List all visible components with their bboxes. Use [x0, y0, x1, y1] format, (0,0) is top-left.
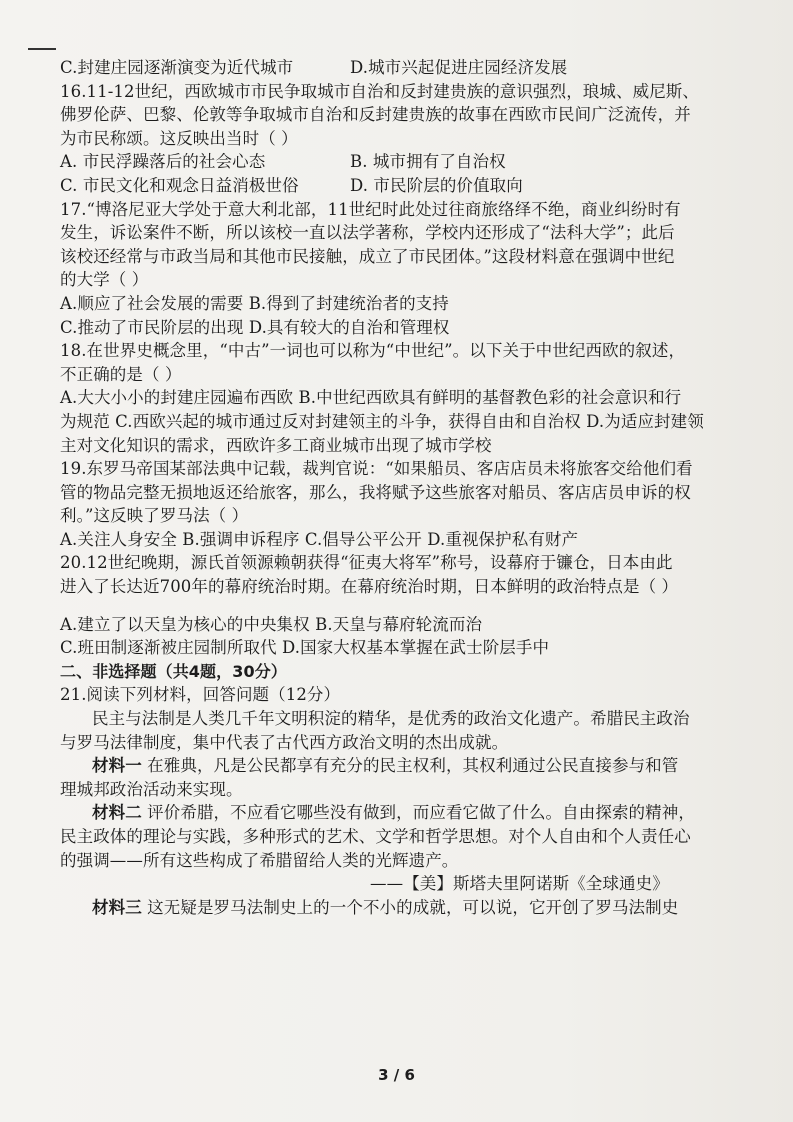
spacer: [60, 599, 753, 613]
q19-stem-line: 19.东罗马帝国某部法典中记载，裁判官说：“如果船员、客店店员未将旅客交给他们看: [60, 459, 693, 479]
q19-stem-line: 管的物品完整无损地返还给旅客，那么，我将赋予这些旅客对船员、客店店员申诉的权: [60, 482, 691, 502]
question-20: [60, 551, 753, 659]
q20-options-line: C.班田制逐渐被庄园制所取代 D.国家大权基本掌握在武士阶层手中: [60, 638, 550, 658]
q17-stem-line: 17.“博洛尼亚大学处于意大利北部，11世纪时此处过往商旅络绎不绝，商业纠纷时有: [60, 199, 681, 219]
material-2-text: 评价希腊，不应看它哪些没有做到，而应看它做了什么。自由探索的精神，: [141, 803, 695, 823]
q16-options-cd: [60, 174, 753, 198]
material-2-line: 的强调——所有这些构成了希腊留给人类的光辉遗产。: [60, 850, 459, 870]
q18-options-line: A.大大小小的封建庄园遍布西欧 B.中世纪西欧具有鲜明的基督教色彩的社会意识和行: [60, 388, 682, 408]
q16-option-d: D. 市民阶层的价值取向: [350, 175, 523, 195]
question-17: [60, 198, 753, 340]
q16-options-ab: [60, 150, 753, 174]
q16-stem-line: 佛罗伦萨、巴黎、伦敦等争取城市自治和反封建贵族的故事在西欧市民间广泛流传，并: [60, 105, 691, 125]
q16-option-b: B. 城市拥有了自治权: [350, 152, 506, 172]
q15-option-c: C.封建庄园逐渐演变为近代城市: [60, 58, 294, 77]
q16-option-a: A. 市民浮躁落后的社会心态: [60, 152, 266, 172]
q20-options-line: A.建立了以天皇为核心的中央集权 B.天皇与幕府轮流而治: [60, 614, 483, 634]
material-2-line: [60, 801, 753, 825]
q15-options: [60, 56, 753, 80]
material-3-label: 材料三: [92, 897, 142, 917]
material-1-label: 材料一: [92, 756, 142, 776]
question-16: [60, 80, 753, 198]
q15-option-d: D.城市兴起促进庄园经济发展: [350, 58, 568, 77]
q18-stem-line: 18.在世界史概念里，“中古”一词也可以称为“中世纪”。以下关于中世纪西欧的叙述，: [60, 341, 686, 361]
q17-options-line: C.推动了市民阶层的出现 D.具有较大的自治和管理权: [60, 317, 450, 337]
q20-stem-line: 进入了长达近700年的幕府统治时期。在幕府统治时期，日本鲜明的政治特点是（ ）: [60, 577, 679, 597]
material-2-label: 材料二: [92, 803, 142, 823]
material-2-line: 民主政体的理论与实践，多种形式的艺术、文学和哲学思想。对个人自由和个人责任心: [60, 827, 691, 846]
q17-stem-line: 该校还经常与市政当局和其他市民接触，成立了市民团体。”这段材料意在强调中世纪: [60, 246, 675, 266]
material-3-line: [60, 896, 753, 920]
question-19: [60, 457, 753, 551]
q19-stem-line: 利。”这反映了罗马法（ ）: [60, 506, 249, 526]
q17-options-line: A.顺应了社会发展的需要 B.得到了封建统治者的支持: [60, 293, 449, 313]
scan-mark: [28, 48, 56, 50]
q18-stem-line: 不正确的是（ ）: [60, 364, 182, 384]
q18-options-line: 为规范 C.西欧兴起的城市通过反对封建领主的斗争，获得自由和自治权 D.为适应封建领: [60, 411, 704, 431]
q16-stem-line: 为市民称颂。这反映出当时（ ）: [60, 128, 298, 148]
material-3-text: 这无疑是罗马法制史上的一个不小的成就，可以说，它开创了罗马法制史: [141, 897, 679, 917]
page-number: 3 / 6: [378, 1066, 415, 1084]
material-1-line: 理城邦政治活动来实现。: [60, 779, 243, 799]
q19-options-line: A.关注人身安全 B.强调申诉程序 C.倡导公平公开 D.重视保护私有财产: [60, 529, 579, 549]
q21-intro-line: 民主与法制是人类几千年文明积淀的精华，是优秀的政治文化遗产。希腊民主政治: [92, 709, 690, 729]
question-21: [60, 683, 753, 919]
section-heading: 二、非选择题（共4题，30分）: [60, 661, 287, 681]
q20-stem-line: 20.12世纪晚期，源氏首领源赖朝获得“征夷大将军”称号，设幕府于镰仓，日本由此: [60, 553, 673, 573]
material-1-text: 在雅典，凡是公民都享有充分的民主权利，其权利通过公民直接参与和管: [141, 756, 679, 776]
q16-option-c: C. 市民文化和观念日益消极世俗: [60, 175, 299, 195]
q21-intro-line: 与罗马法律制度，集中代表了古代西方政治文明的杰出成就。: [60, 732, 509, 752]
question-18: [60, 339, 753, 457]
q17-stem-line: 发生，诉讼案件不断，所以该校一直以法学著称，学校内还形成了“法科大学”；此后: [60, 223, 675, 243]
q16-stem-line: 16.11-12世纪，西欧城市市民争取城市自治和反封建贵族的意识强烈，琅城、威尼斯、: [60, 81, 700, 101]
material-1-line: [60, 754, 753, 778]
q17-stem-line: 的大学（ ）: [60, 270, 149, 290]
q18-options-line: 主对文化知识的需求，西欧许多工商业城市出现了城市学校: [60, 435, 492, 455]
material-2-source: ——【美】斯塔夫里阿诺斯《全球通史》: [370, 874, 669, 894]
q21-title: 21.阅读下列材料，回答问题（12分）: [60, 685, 341, 705]
